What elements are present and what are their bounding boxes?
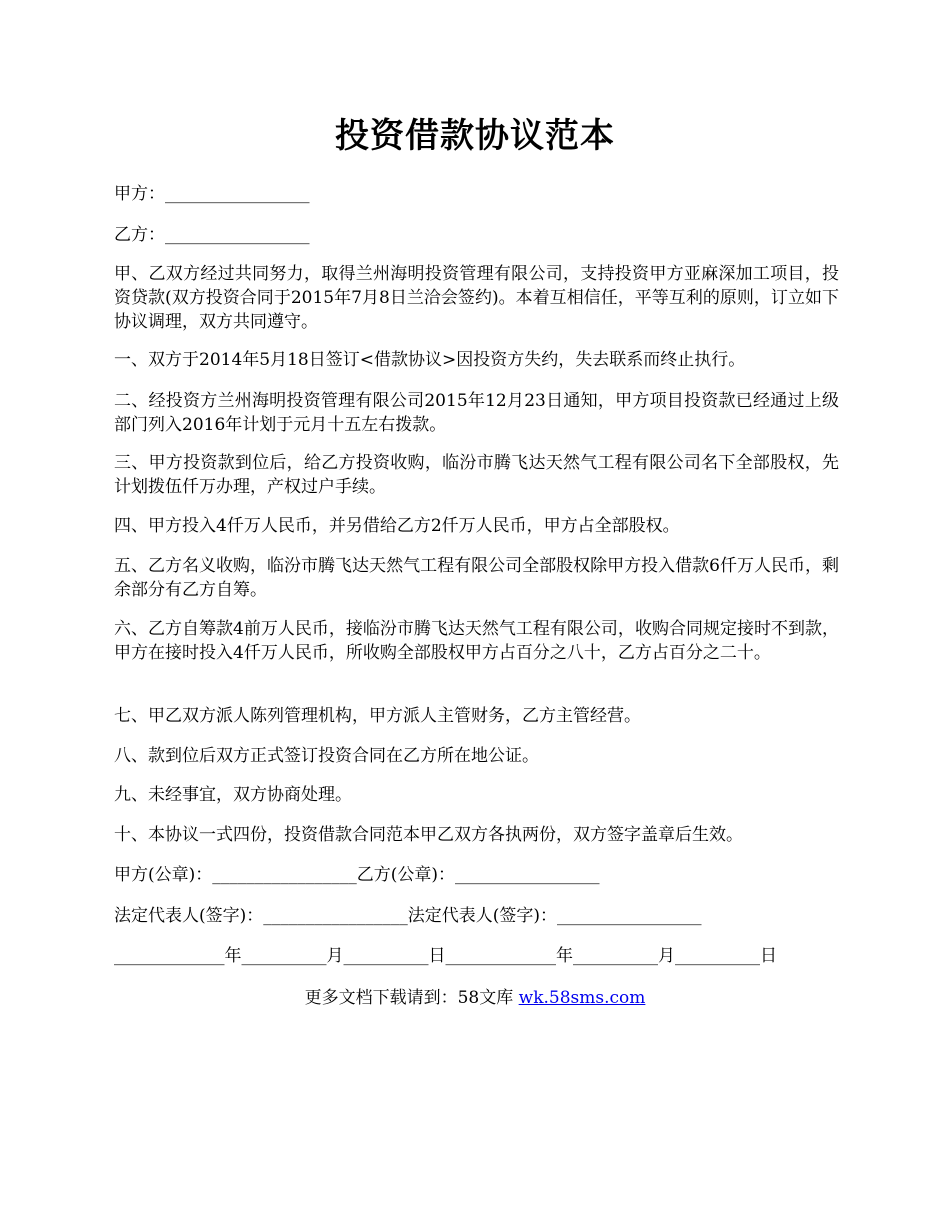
party-a-line: 甲方：_________________ [114,184,310,204]
document-title: 投资借款协议范本 [335,116,615,156]
clause-10: 十、本协议一式四份，投资借款合同范本甲乙双方各执两份，双方签字盖章后生效。 [114,825,743,845]
clause-5: 五、乙方名义收购，临汾市腾飞达天然气工程有限公司全部股权除甲方投入借款6仟万人民币，剩余部分有乙方自筹。 [114,556,839,600]
clause-1: 一、双方于2014年5月18日签订<借款协议>因投资方失约，失去联系而终止执行。 [114,350,746,370]
clause-7: 七、甲乙双方派人陈列管理机构，甲方派人主管财务，乙方主管经营。 [114,706,641,726]
footer [0,986,950,1010]
clause-2: 二、经投资方兰州海明投资管理有限公司2015年12月23日通知，甲方项目投资款已经通过上级部门列入2016年计划于元月十五左右拨款。 [114,391,839,435]
clause-8: 八、款到位后双方正式签订投资合同在乙方所在地公证。 [114,746,539,766]
footer-text: 更多文档下载请到：58文库 [304,988,519,1008]
clause-3: 三、甲方投资款到位后，给乙方投资收购，临汾市腾飞达天然气工程有限公司名下全部股权，先计划拨伍仟万办理，产权过户手续。 [114,453,839,497]
seal-line: 甲方(公章)：_________________乙方(公章)：_________________ [114,865,600,885]
date-line: _____________年__________月__________日_____________年__________月__________日 [114,946,777,966]
footer-link[interactable]: wk.58sms.com [518,988,646,1008]
clause-4: 四、甲方投入4仟万人民币，并另借给乙方2仟万人民币，甲方占全部股权。 [114,516,680,536]
clause-9: 九、未经事宜，双方协商处理。 [114,785,352,805]
party-b-line: 乙方：_________________ [114,225,310,245]
representative-line: 法定代表人(签字)：_________________法定代表人(签字)：_________________ [114,906,702,926]
clause-6: 六、乙方自筹款4前万人民币，接临汾市腾飞达天然气工程有限公司，收购合同规定接时不到款，甲方在接时投入4仟万人民币，所收购全部股权甲方占百分之八十，乙方占百分之二十。 [114,619,839,663]
intro-paragraph: 甲、乙双方经过共同努力，取得兰州海明投资管理有限公司，支持投资甲方亚麻深加工项目，投资贷款(双方投资合同于2015年7月8日兰洽会签约)。本着互相信任，平等互利的原则，订立如下协议调理，双方共同遵守。 [114,264,839,332]
